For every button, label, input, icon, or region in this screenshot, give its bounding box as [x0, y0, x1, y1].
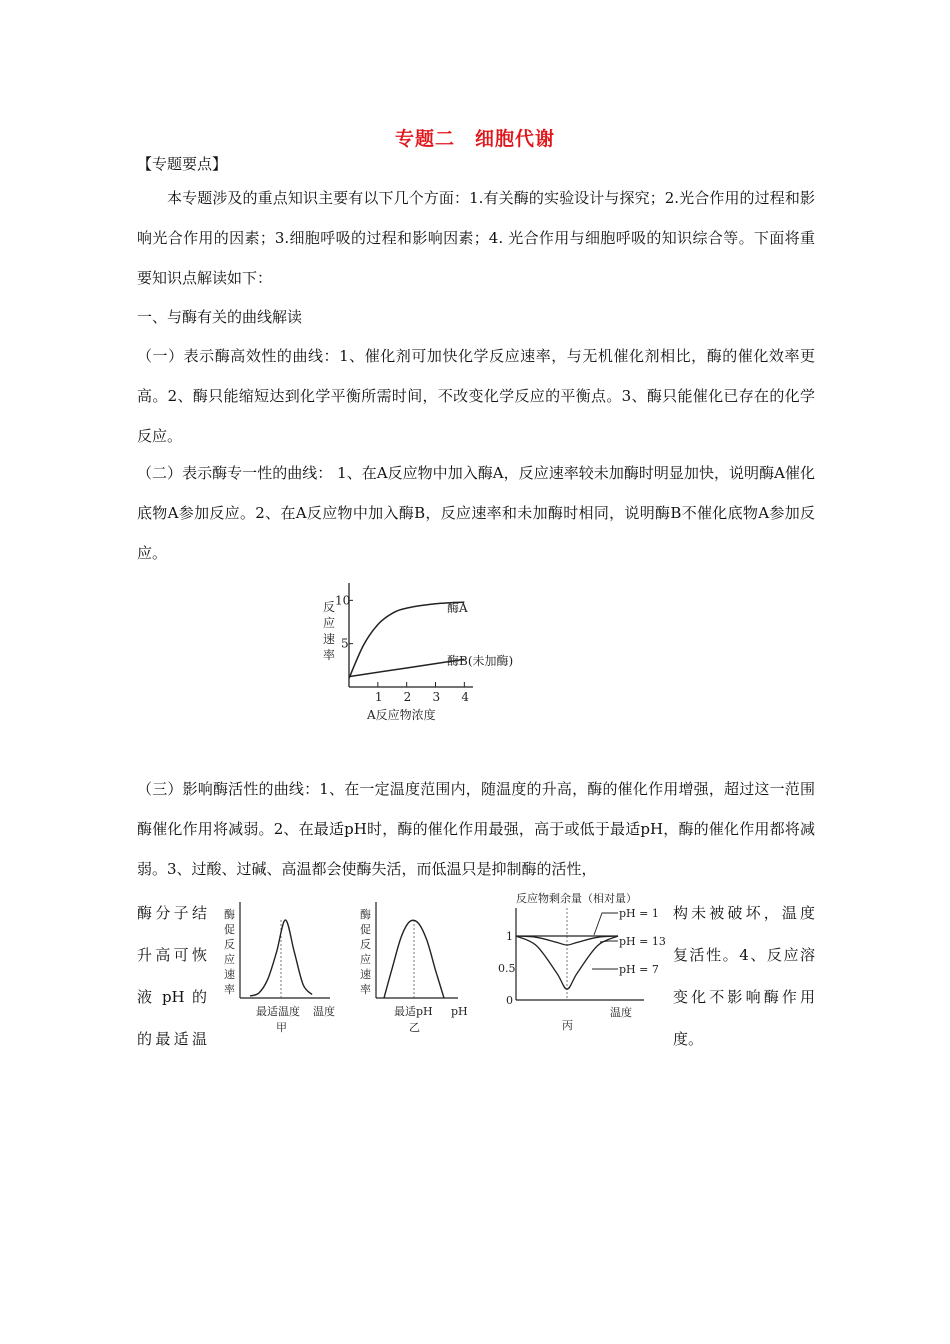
y-label: 酶 — [360, 908, 371, 921]
leader-ph1 — [594, 913, 618, 935]
page-title: 专题二 细胞代谢 — [394, 128, 555, 150]
y-label-3: 速 — [323, 632, 336, 646]
x-marker-label: 最适pH — [394, 1005, 433, 1018]
y-label: 反 — [224, 938, 235, 951]
y-label-1: 反 — [323, 600, 336, 614]
ph-chart — [354, 898, 474, 1040]
y-tick-label: 0 — [506, 994, 513, 1007]
y-tick-label: 1 — [506, 930, 513, 943]
wrap-right-line: 复活性。4、反应溶 — [673, 946, 815, 964]
y-label-4: 率 — [323, 648, 336, 662]
wrap-right-line: 构未被破坏，温度 — [673, 904, 815, 922]
wrap-right-line: 变化不影响酶作用 — [673, 988, 815, 1006]
section-label: 【专题要点】 — [137, 155, 228, 173]
legend-enzyme-a: 酶A — [447, 601, 468, 615]
y-label: 率 — [224, 983, 235, 996]
y-label: 酶 — [224, 908, 235, 921]
caption: 乙 — [409, 1021, 420, 1034]
ph-curve — [384, 920, 444, 998]
y-label: 速 — [360, 968, 371, 981]
y-label: 促 — [224, 923, 235, 936]
item-efficiency: （一）表示酶高效性的曲线：1、催化剂可加快化学反应速率，与无机催化剂相比，酶的催化效率更高。2、酶只能缩短达到化学平衡所需时间，不改变化学反应的平衡点。3、酶只能催化已存在的化学反应。 — [137, 347, 815, 445]
remaining-substrate-chart — [494, 888, 666, 1038]
x-tick-label: 1 — [374, 690, 383, 704]
x-marker-label: 最适温度 — [256, 1005, 300, 1018]
wrap-left-line: 升高可恢 — [137, 946, 207, 964]
item-activity: （三）影响酶活性的曲线：1、在一定温度范围内，随温度的升高，酶的催化作用增强，超过这一范围酶催化作用将减弱。2、在最适pH时，酶的催化作用最强，高于或低于最适pH，酶的催化作用都将减弱。3、过酸、过碱、高温都会使酶失活，而低温只是抑制酶的活性， — [137, 780, 815, 878]
y-label: 反应物剩余量（相对量） — [516, 892, 637, 905]
temperature-chart — [218, 898, 346, 1040]
wrap-right-column — [673, 892, 815, 1060]
x-label: 温度 — [313, 1005, 335, 1018]
intro-paragraph: 本专题涉及的重点知识主要有以下几个方面：1.有关酶的实验设计与探究；2.光合作用的过程和影响光合作用的因素；3.细胞呼吸的过程和影响因素；4. 光合作用与细胞呼吸的知识综合等。下面将重要知识点解读如下： — [137, 189, 815, 287]
wrap-left-line: 液 pH 的 — [137, 988, 207, 1006]
caption: 甲 — [276, 1021, 287, 1034]
wrap-left-column — [137, 892, 207, 1060]
x-tick-label: 2 — [403, 690, 412, 704]
x-label: 温度 — [610, 1006, 632, 1019]
legend-ph7: pH = 7 — [619, 963, 659, 976]
y-label: 率 — [360, 983, 371, 996]
y-label: 速 — [224, 968, 235, 981]
y-label: 应 — [360, 953, 371, 966]
x-tick-label: 3 — [432, 690, 441, 704]
specificity-chart — [315, 575, 535, 725]
wrap-right-line: 度。 — [673, 1030, 704, 1048]
x-tick-label: 4 — [461, 690, 469, 704]
legend-enzyme-b: 酶B(未加酶) — [447, 654, 514, 668]
wrap-left-line: 的最适温 — [137, 1030, 207, 1048]
heading-enzyme-curves: 一、与酶有关的曲线解读 — [137, 308, 303, 326]
item-specificity: （二）表示酶专一性的曲线： 1、在A反应物中加入酶A，反应速率较未加酶时明显加快，说明酶A催化底物A参加反应。2、在A反应物中加入酶B，反应速率和未加酶时相同，说明酶B不催化底物A参加反应。 — [137, 464, 815, 562]
y-label: 应 — [224, 953, 235, 966]
x-label: A反应物浓度 — [367, 708, 436, 722]
y-label-2: 应 — [323, 616, 336, 630]
y-label: 反 — [360, 938, 371, 951]
legend-ph1: pH = 1 — [619, 907, 659, 920]
y-tick-label: 5 — [341, 636, 349, 651]
wrap-left-line: 酶分子结 — [137, 904, 207, 922]
y-tick-label: 0.5 — [498, 962, 516, 975]
leader-ph13 — [600, 941, 618, 942]
caption: 丙 — [562, 1019, 573, 1032]
y-label: 促 — [360, 923, 371, 936]
x-label: pH — [451, 1005, 468, 1018]
legend-ph13: pH = 13 — [619, 935, 666, 948]
y-tick-label: 10 — [335, 593, 351, 608]
